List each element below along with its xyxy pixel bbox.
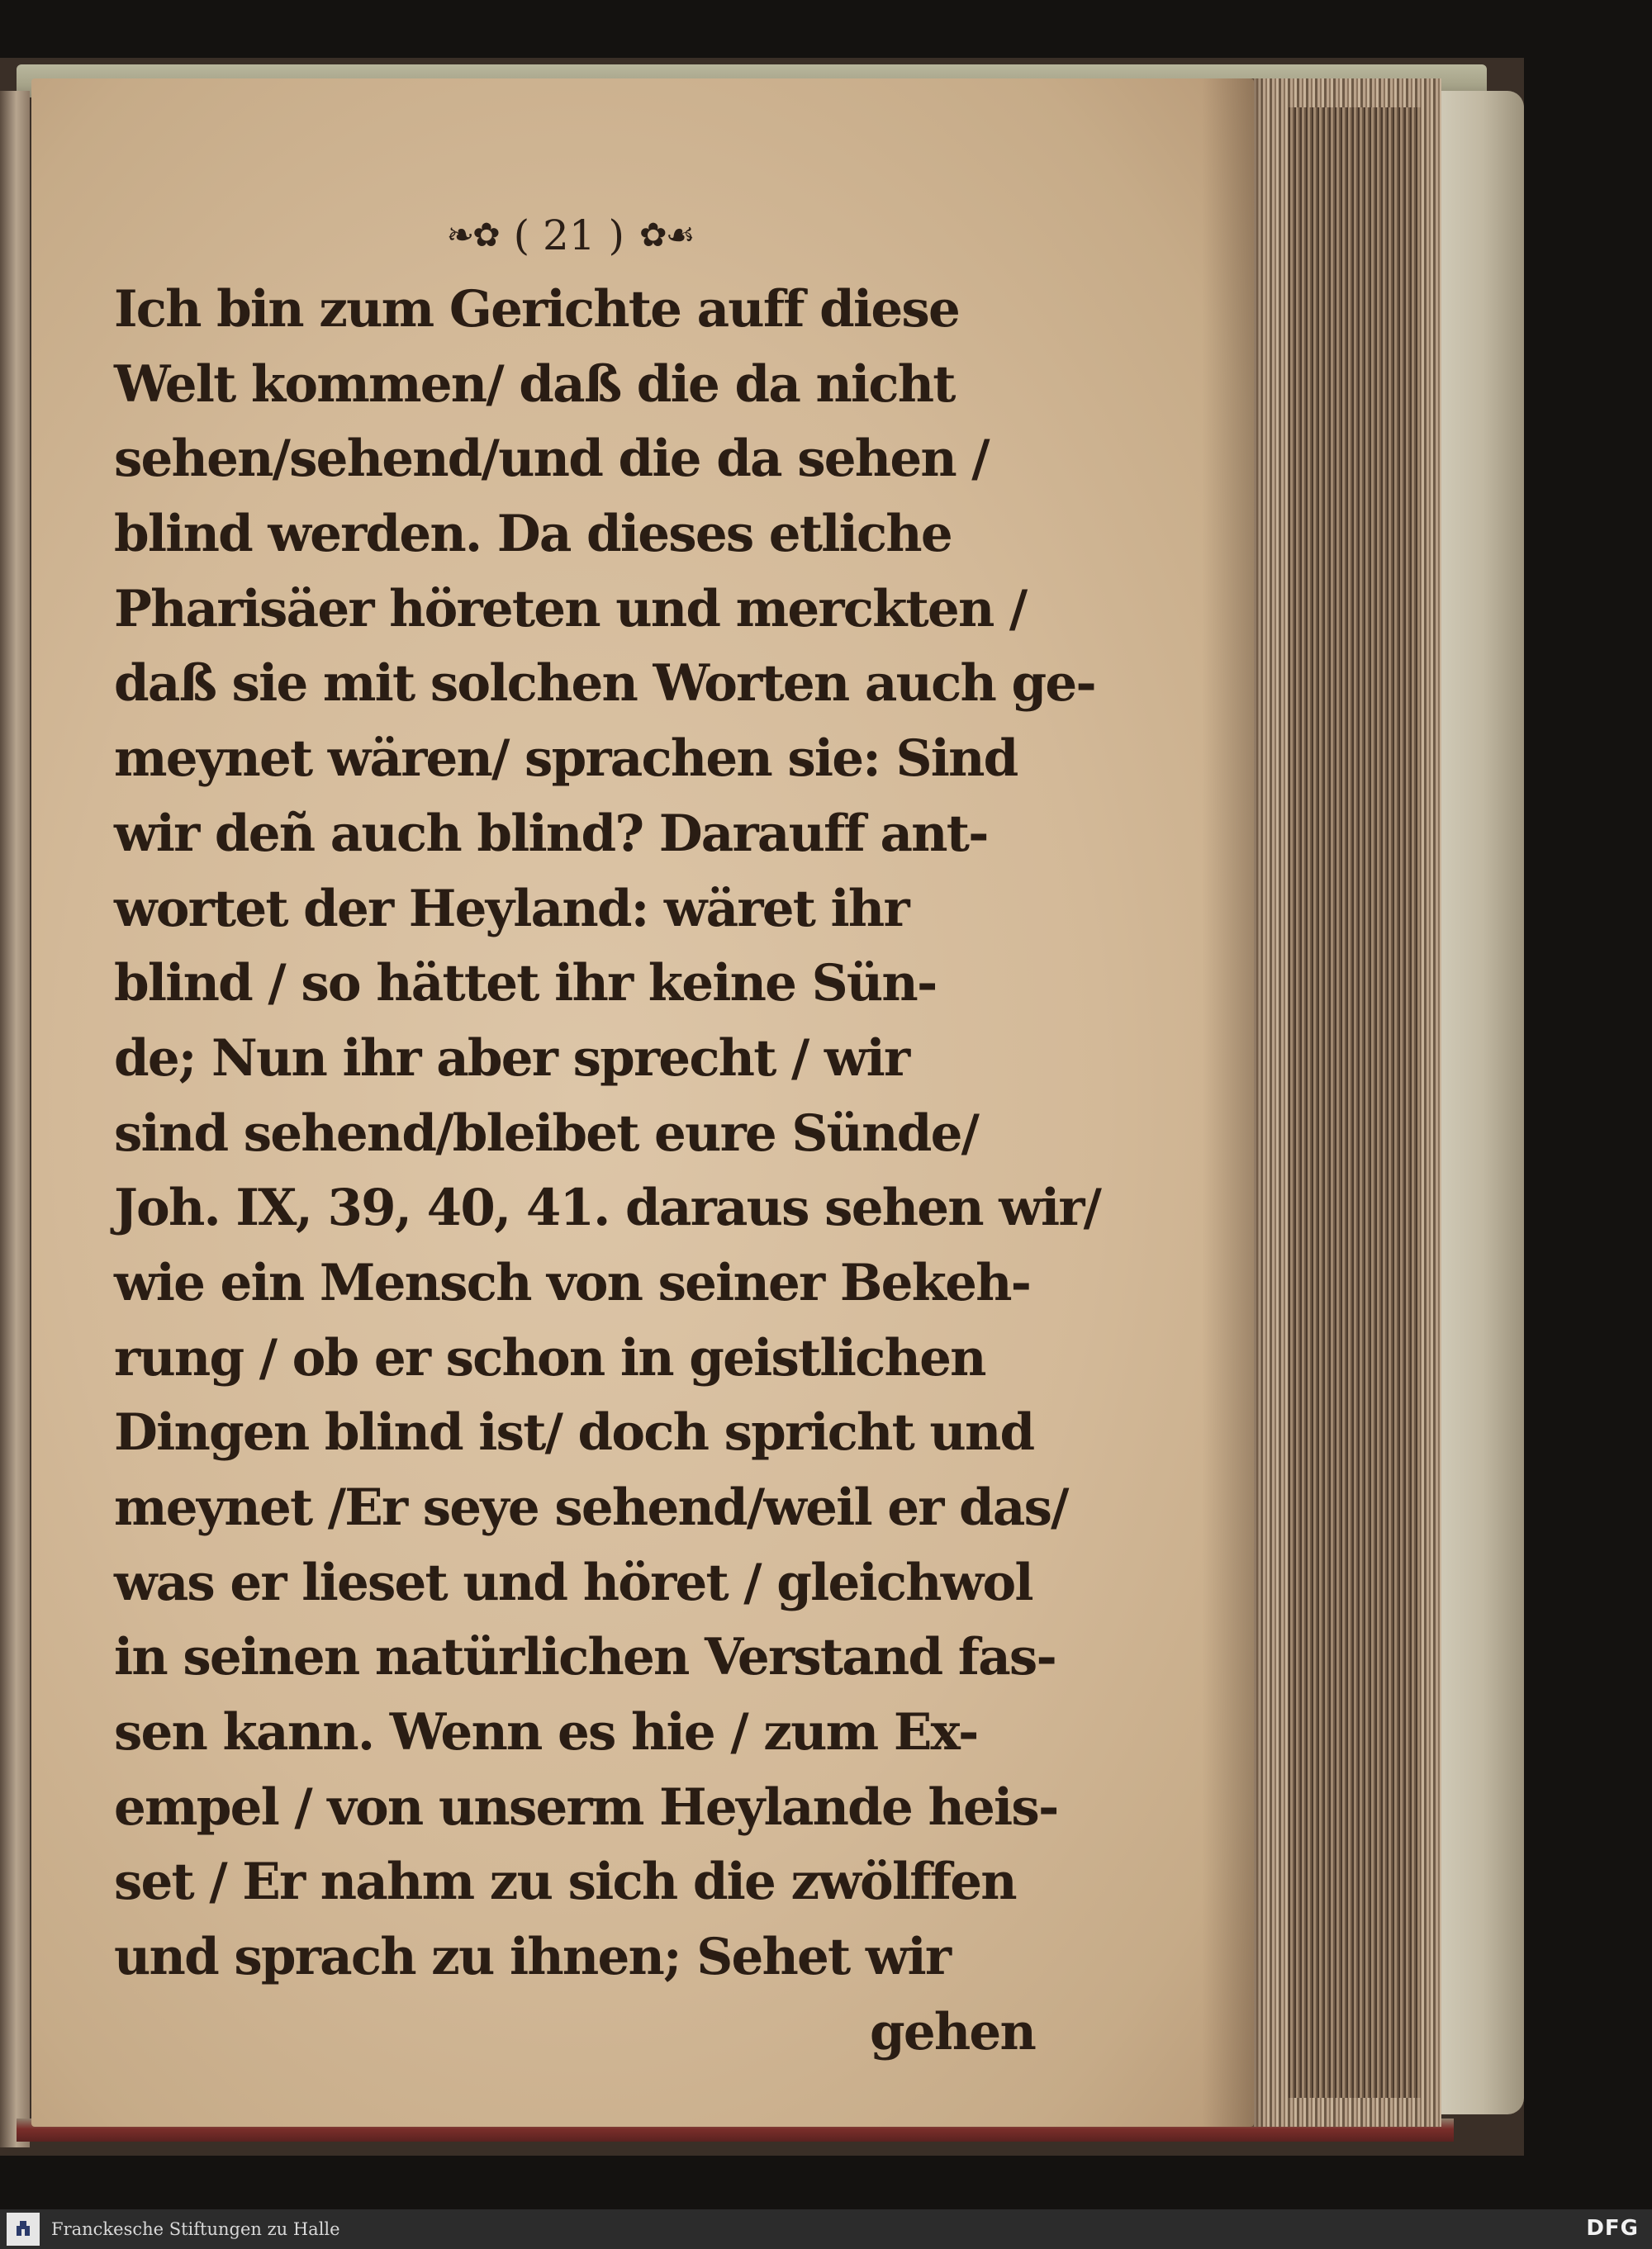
page-text xyxy=(114,273,1101,2071)
text-line: was er lieset und höret / gleichwol xyxy=(114,1553,1032,1612)
text-line: meynet /Er seye sehend/weil er das/ xyxy=(114,1478,1068,1537)
institution-name: Franckesche Stiftungen zu Halle xyxy=(51,2219,340,2239)
book-cover-right xyxy=(1441,91,1524,2114)
text-line: in seinen natürlichen Verstand fas- xyxy=(114,1628,1056,1687)
page-edges-inner xyxy=(1289,107,1421,2098)
text-line: sen kann. Wenn es hie / zum Ex- xyxy=(114,1703,978,1763)
text-line: daß sie mit solchen Worten auch ge- xyxy=(114,654,1095,714)
text-line: rung / ob er schon in geistlichen xyxy=(114,1328,985,1388)
book-spine xyxy=(0,91,30,2147)
gutter-shadow xyxy=(1202,78,1260,2127)
text-line: meynet wären/ sprachen sie: Sind xyxy=(114,729,1018,789)
text-line: Pharisäer höreten und merckten / xyxy=(114,579,1027,638)
text-line: wie ein Mensch von seiner Bekeh- xyxy=(114,1253,1031,1312)
ornament-left-icon: ❧✿ xyxy=(446,216,499,254)
footer-bar xyxy=(0,2209,1652,2249)
text-line: Ich bin zum Gerichte auff diese xyxy=(114,280,959,339)
text-line: sind sehend/bleibet eure Sünde/ xyxy=(114,1103,979,1163)
text-line: de; Nun ihr aber sprecht / wir xyxy=(114,1028,909,1088)
institution-logo-icon xyxy=(7,2213,40,2246)
text-line: wortet der Heyland: wäret ihr xyxy=(114,879,909,938)
text-line: blind werden. Da dieses etliche xyxy=(114,505,952,564)
text-line: set / Er nahm zu sich die zwölffen xyxy=(114,1853,1016,1912)
text-line: Joh. IX, 39, 40, 41. daraus sehen wir/ xyxy=(114,1179,1101,1238)
text-line: empel / von unserm Heylande heis- xyxy=(114,1777,1058,1837)
text-line: und sprach zu ihnen; Sehet wir xyxy=(114,1928,951,1987)
text-line: Welt kommen/ daß die da nicht xyxy=(114,354,955,414)
catchword: gehen xyxy=(870,2002,1035,2062)
text-line: sehen/sehend/und die da sehen / xyxy=(114,429,989,489)
page-header xyxy=(372,202,768,268)
text-line: blind / so hättet ihr keine Sün- xyxy=(114,954,937,1013)
text-line: wir deñ auch blind? Darauff ant- xyxy=(114,804,988,863)
page-number: ( 21 ) xyxy=(513,211,625,259)
ornament-right-icon: ✿☙ xyxy=(639,216,694,254)
dfg-logo: DFG xyxy=(1586,2216,1639,2241)
text-line: Dingen blind ist/ doch spricht und xyxy=(114,1403,1034,1463)
